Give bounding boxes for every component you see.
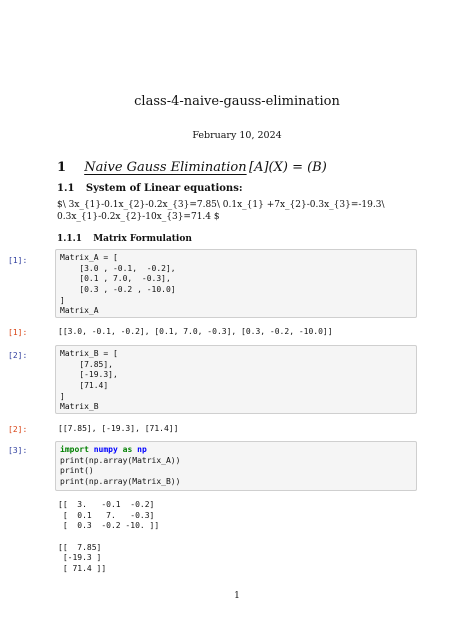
cell-3-output [58,500,159,575]
keyword-as: as [122,445,133,454]
output-line: [-19.3 ] [58,553,102,563]
section-heading [57,160,327,175]
code-line [60,445,412,456]
code-line: Matrix_B = [ [60,349,118,358]
code-line: ] [60,295,65,305]
output-line: [ 0.3 -0.2 -10. ]] [58,521,160,531]
keyword-import: import [60,445,89,454]
code-line: print() [60,466,94,476]
code-line: Matrix_A = [ [60,253,118,262]
subsection-heading [57,183,243,194]
cell-1-output: [[3.0, -0.1, -0.2], [0.1, 7.0, -0.3], [0.3, -0.2, -10.0]] [58,327,333,336]
subsection-number: 1.1 [57,183,75,194]
code-line: [0.3 , -0.2 , -10.0] [60,285,176,295]
code-line: ] [60,391,65,401]
output-line: [ 0.1 7. -0.3] [58,510,155,520]
document-date: February 10, 2024 [192,130,282,141]
cell-2-output: [[7.85], [-19.3], [71.4]] [58,424,179,433]
code-line: [7.85], [60,359,113,369]
output-line: [[ 7.85] [58,542,102,552]
cell-3-code[interactable] [55,441,417,491]
code-line: [71.4] [60,381,109,391]
code-line: [3.0 , -0.1, -0.2], [60,263,176,273]
module-numpy: numpy [93,445,118,454]
code-line: Matrix_B [60,402,99,412]
section-title: Naive Gauss Elimination [84,160,247,175]
output-line: [ 71.4 ]] [58,564,107,574]
module-alias-np: np [137,445,147,454]
document-title: class-4-naive-gauss-elimination [134,94,340,109]
page-number: 1 [234,591,240,601]
subsubsection-heading [57,234,192,244]
cell-1-output-prompt: [1]: [8,328,28,337]
cell-1-code[interactable] [55,249,417,318]
code-line: [0.1 , 7.0, -0.3], [60,274,171,284]
subsubsection-title: Matrix Formulation [93,234,192,244]
equations-paragraph: $\ 3x_{1}-0.1x_{2}-0.2x_{3}=7.85\ 0.1x_{1} +7x_{2}-0.3x_{3}=-19.3\ 0.3x_{1}-0.2x_{2}-10x_{3}=71.4 $ [57,200,385,222]
output-line [58,532,159,543]
code-line: Matrix_A [60,306,99,316]
code-line: print(np.array(Matrix_A)) [60,455,181,465]
output-line: [[ 3. -0.1 -0.2] [58,500,155,509]
subsubsection-number: 1.1.1 [57,234,83,244]
cell-2-output-prompt: [2]: [8,425,28,434]
code-line: print(np.array(Matrix_B)) [60,477,181,487]
cell-1-input-prompt: [1]: [8,256,28,265]
cell-2-code[interactable] [55,345,417,414]
code-line: [-19.3], [60,370,118,380]
section-equation: [A](X) = (B) [249,160,327,175]
cell-2-input-prompt: [2]: [8,351,28,360]
section-number: 1 [57,160,67,175]
subsection-title: System of Linear equations: [85,183,243,194]
cell-3-input-prompt: [3]: [8,446,28,455]
